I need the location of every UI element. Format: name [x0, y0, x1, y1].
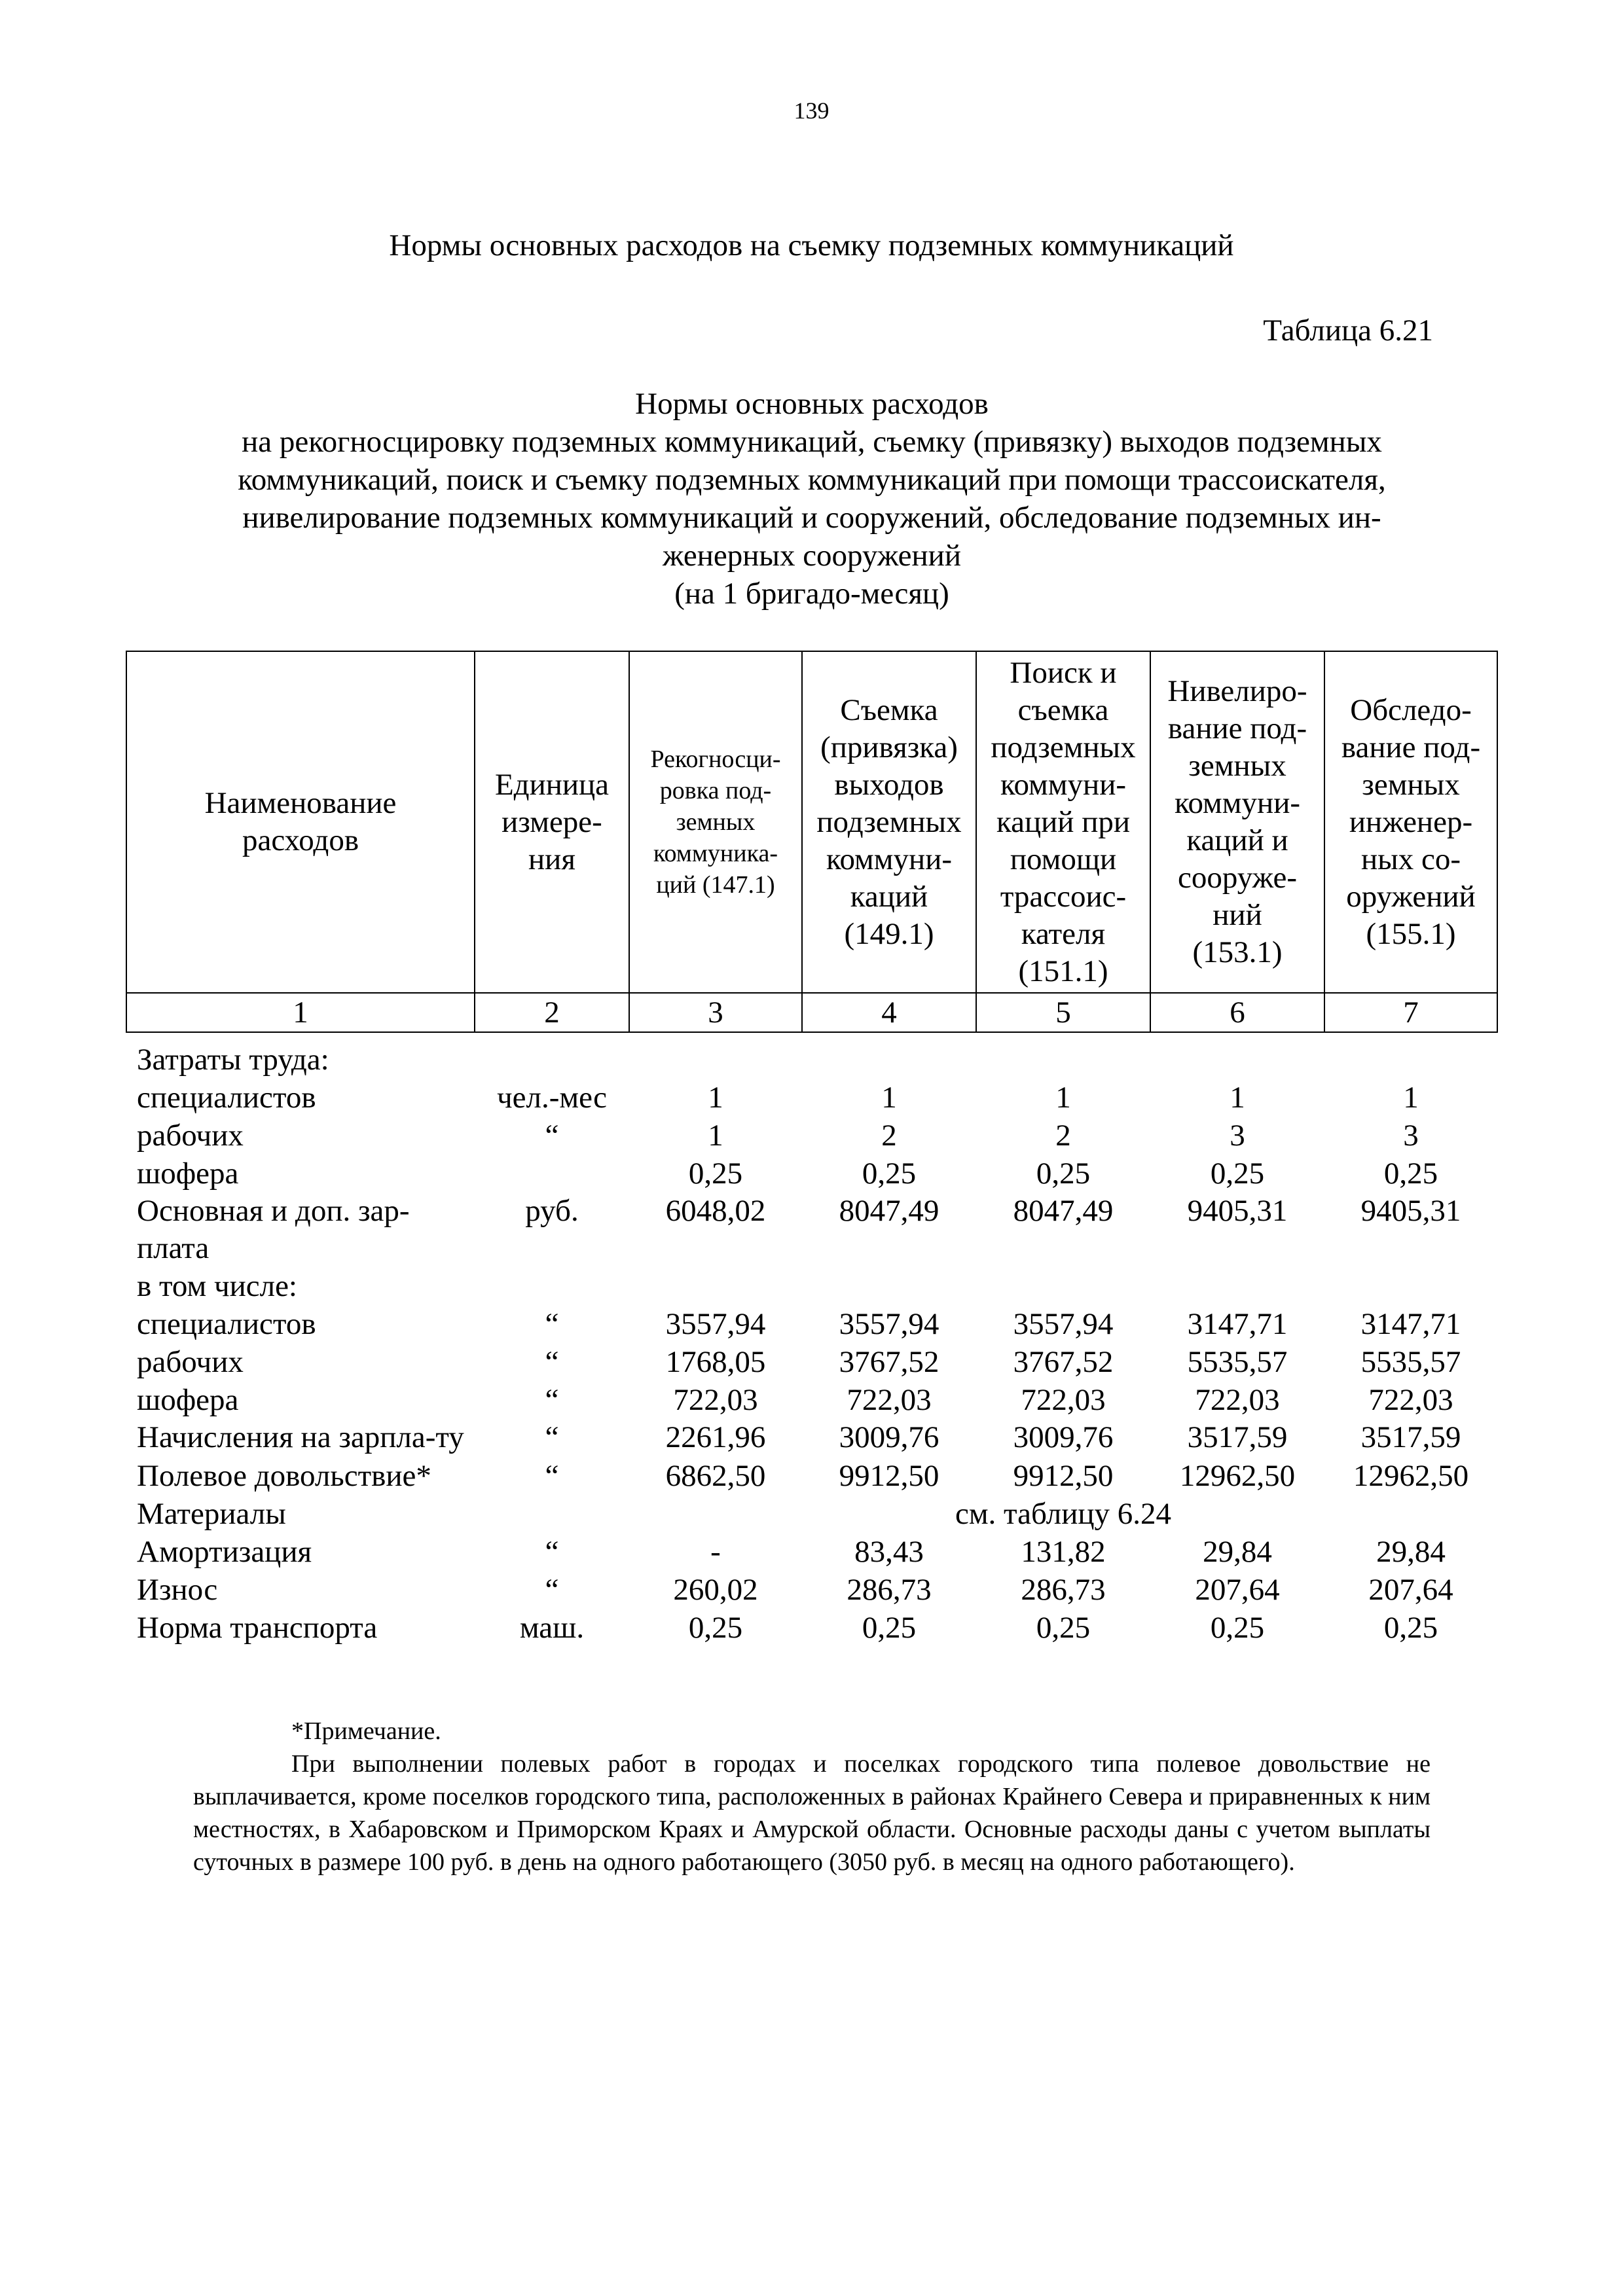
column-number: 6	[1150, 993, 1324, 1032]
table-row	[126, 1193, 1497, 1267]
row-value: 260,02	[673, 1572, 758, 1607]
row-name: Полевое довольствие*	[137, 1458, 431, 1493]
row-value: 0,25	[1383, 1610, 1438, 1645]
row-value: 1	[1055, 1080, 1071, 1115]
row-unit	[475, 1155, 629, 1193]
row-name: Амортизация	[137, 1534, 312, 1569]
row-value: 207,64	[1368, 1572, 1453, 1607]
column-number: 7	[1324, 993, 1497, 1032]
row-value: 0,25	[1036, 1610, 1091, 1645]
row-value: 1	[708, 1080, 723, 1115]
footnote-text: При выполнении полевых работ в городах и поселках городского типа полевое довольствие не выплачивается, кроме поселков городского типа, расположенных в районах Крайнего Севера и приравненных к ним местностях, в Хабаровском и Приморском Краях и Амурской области. Основные расходы даны с учетом выплаты суточных в размере 100 руб. в день на одного работающего (3050 руб. в месяц на одного работающего).	[193, 1750, 1431, 1876]
row-value: 0,25	[1210, 1610, 1265, 1645]
row-unit: “	[545, 1344, 559, 1379]
table-row	[126, 1533, 1497, 1571]
table-row	[126, 1032, 1497, 1079]
row-unit: “	[545, 1458, 559, 1493]
table-row	[126, 1457, 1497, 1495]
main-title: Нормы основных расходов на съемку подземных коммуникаций	[389, 228, 1234, 262]
row-value: 2	[1055, 1118, 1071, 1153]
row-value: 5535,57	[1360, 1344, 1461, 1379]
row-name: Основная и доп. зар-плата	[137, 1194, 410, 1265]
row-name: Норма транспорта	[137, 1610, 378, 1645]
table-row	[126, 1155, 1497, 1193]
row-value: 3557,94	[1013, 1306, 1114, 1341]
table-row	[126, 1343, 1497, 1381]
row-value: 722,03	[1195, 1382, 1280, 1417]
subtitle-line: на рекогносцировку подземных коммуникаций, съемку (привязку) выходов подземных	[242, 425, 1382, 459]
table-row	[126, 1419, 1497, 1457]
row-value: 3	[1230, 1118, 1245, 1153]
header-cell: Рекогносци- ровка под- земных коммуника- ций (147.1)	[629, 651, 802, 993]
column-number: 5	[976, 993, 1150, 1032]
row-value: 3147,71	[1360, 1306, 1461, 1341]
row-value: 5535,57	[1187, 1344, 1288, 1379]
row-value: 9405,31	[1360, 1194, 1461, 1228]
table-label: Таблица 6.21	[1263, 314, 1433, 348]
row-value: 6862,50	[665, 1458, 766, 1493]
column-number: 3	[629, 993, 802, 1032]
subtitle-line: женерных сооружений	[662, 539, 961, 573]
header-cell: Единица измере- ния	[475, 651, 629, 993]
row-unit	[475, 1495, 629, 1533]
row-unit: руб.	[525, 1194, 579, 1228]
header-cell: Наименование расходов	[126, 651, 475, 993]
row-value: 722,03	[673, 1382, 758, 1417]
header-cell: Съемка (привязка) выходов подземных коммуни- каций (149.1)	[802, 651, 976, 993]
table-header-row	[126, 651, 1497, 993]
row-value: -	[710, 1534, 721, 1569]
column-number-row	[126, 993, 1497, 1032]
row-name: специалистов	[137, 1306, 316, 1341]
subtitle-line: нивелирование подземных коммуникаций и сооружений, обследование подземных ин-	[242, 501, 1381, 535]
table-row	[126, 1609, 1497, 1647]
row-unit: “	[545, 1306, 559, 1341]
row-value: 8047,49	[1013, 1194, 1114, 1228]
row-value: 1	[1230, 1080, 1245, 1115]
row-name: специалистов	[137, 1080, 316, 1115]
header-cell: Нивелиро- вание под- земных коммуни- каций и сооруже- ний (153.1)	[1150, 651, 1324, 993]
row-value: 3147,71	[1187, 1306, 1288, 1341]
row-value: 3009,76	[1013, 1420, 1114, 1454]
row-value: 286,73	[1021, 1572, 1106, 1607]
row-unit: чел.-мес	[497, 1080, 607, 1115]
row-value: 3767,52	[839, 1344, 939, 1379]
row-value: 1	[1403, 1080, 1419, 1115]
row-name: рабочих	[137, 1118, 244, 1153]
row-value: 0,25	[688, 1610, 743, 1645]
row-value: 1768,05	[665, 1344, 766, 1379]
row-unit: “	[545, 1534, 559, 1569]
row-value: 8047,49	[839, 1194, 939, 1228]
row-value: 12962,50	[1179, 1458, 1296, 1493]
row-name: Износ	[137, 1572, 218, 1607]
row-value: 9912,50	[839, 1458, 939, 1493]
row-unit: “	[545, 1118, 559, 1153]
table-subtitle	[190, 385, 1434, 613]
row-value: 3767,52	[1013, 1344, 1114, 1379]
row-value: 2261,96	[665, 1420, 766, 1454]
table-row	[126, 1267, 1497, 1305]
row-unit: “	[545, 1382, 559, 1417]
subtitle-line: (на 1 бригадо-месяц)	[674, 577, 949, 611]
subtitle-line: Нормы основных расходов	[635, 387, 989, 421]
row-value: 0,25	[1210, 1156, 1265, 1191]
row-unit: маш.	[519, 1610, 585, 1645]
norms-table	[126, 651, 1498, 1647]
header-cell: Поиск и съемка подземных коммуни- каций при помощи трассоис- кателя (151.1)	[976, 651, 1150, 993]
subtitle-line: коммуникаций, поиск и съемку подземных коммуникаций при помощи трассоискателя,	[238, 463, 1386, 497]
row-value: 6048,02	[665, 1194, 766, 1228]
table-row	[126, 1079, 1497, 1117]
table-row	[126, 1571, 1497, 1609]
row-value: 0,25	[862, 1156, 917, 1191]
row-name: шофера	[137, 1382, 239, 1417]
row-value: 9912,50	[1013, 1458, 1114, 1493]
table-row	[126, 1305, 1497, 1343]
row-value: 722,03	[1368, 1382, 1453, 1417]
row-value: 3009,76	[839, 1420, 939, 1454]
column-number: 1	[126, 993, 475, 1032]
row-value: 207,64	[1195, 1572, 1280, 1607]
row-value: 83,43	[854, 1534, 924, 1569]
row-value: 3557,94	[839, 1306, 939, 1341]
row-value: 9405,31	[1187, 1194, 1288, 1228]
page-number: 139	[793, 98, 830, 124]
header-cell: Обследо- вание под- земных инженер- ных со- оружений (155.1)	[1324, 651, 1497, 993]
row-name: рабочих	[137, 1344, 244, 1379]
row-value: 12962,50	[1353, 1458, 1469, 1493]
row-name: Начисления на зарпла-ту	[137, 1420, 464, 1454]
footnote	[193, 1715, 1431, 1878]
row-value: 0,25	[862, 1610, 917, 1645]
row-value: 722,03	[847, 1382, 932, 1417]
column-number: 2	[475, 993, 629, 1032]
footnote-heading: *Примечание.	[291, 1717, 441, 1745]
row-value: 3517,59	[1187, 1420, 1288, 1454]
row-name: шофера	[137, 1156, 239, 1191]
row-value: 29,84	[1203, 1534, 1272, 1569]
row-unit: “	[545, 1572, 559, 1607]
row-unit: “	[545, 1420, 559, 1454]
row-value: 3517,59	[1360, 1420, 1461, 1454]
row-value: 3	[1403, 1118, 1419, 1153]
table-row	[126, 1117, 1497, 1155]
row-value: 3557,94	[665, 1306, 766, 1341]
row-value: 2	[881, 1118, 897, 1153]
row-value: 286,73	[847, 1572, 932, 1607]
table-row	[126, 1381, 1497, 1419]
row-value: 1	[881, 1080, 897, 1115]
row-name: Материалы	[137, 1496, 286, 1531]
row-group-label: Затраты труда:	[137, 1042, 329, 1077]
materials-reference: см. таблицу 6.24	[955, 1496, 1172, 1531]
table-row	[126, 1495, 1497, 1533]
row-group-label: в том числе:	[137, 1268, 297, 1303]
row-value: 29,84	[1376, 1534, 1446, 1569]
row-value: 131,82	[1021, 1534, 1106, 1569]
row-value: 722,03	[1021, 1382, 1106, 1417]
row-value: 0,25	[1383, 1156, 1438, 1191]
row-value: 0,25	[688, 1156, 743, 1191]
column-number: 4	[802, 993, 976, 1032]
row-value: 1	[708, 1118, 723, 1153]
row-value: 0,25	[1036, 1156, 1091, 1191]
